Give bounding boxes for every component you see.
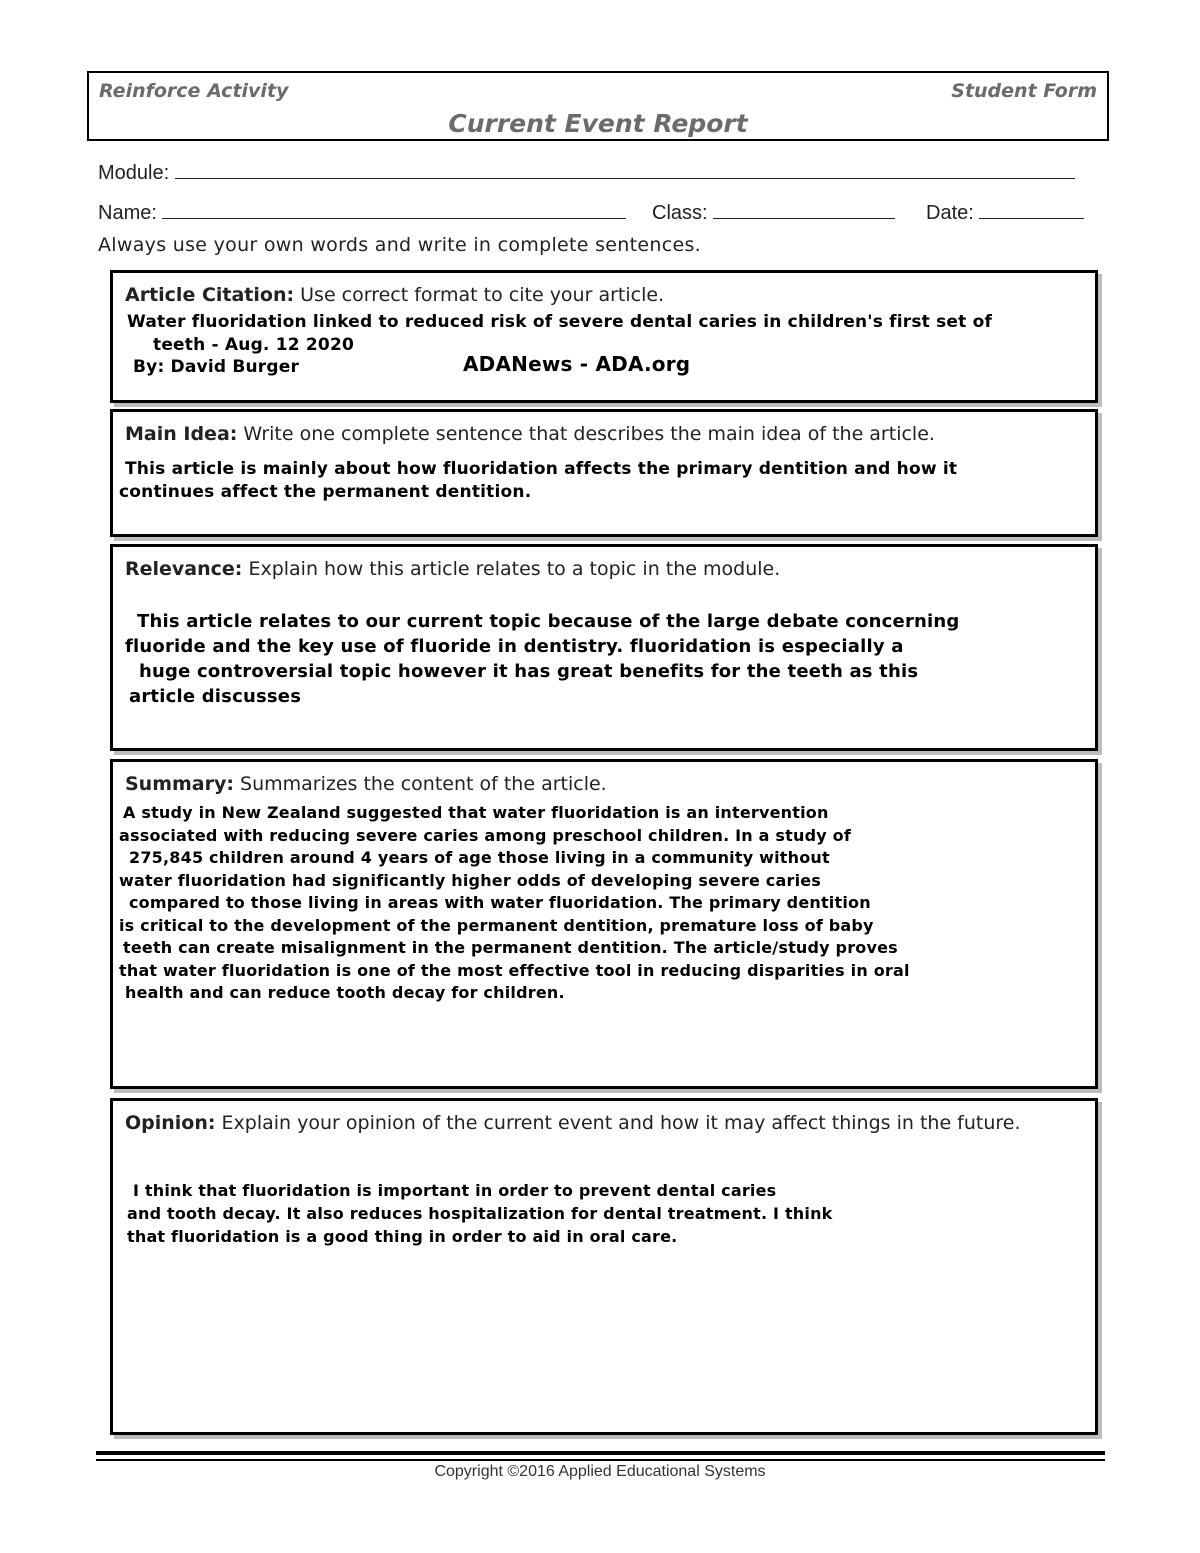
module-field <box>98 158 1075 185</box>
name-blank[interactable] <box>162 198 626 219</box>
summary-label: Summary: <box>125 773 234 795</box>
main-idea-handwriting <box>119 458 957 503</box>
main-idea-line: This article is mainly about how fluoridation affects the primary dentition and how it <box>125 459 958 479</box>
citation-line: By: David Burger <box>133 357 300 377</box>
relevance-handwriting <box>125 609 960 709</box>
activity-type: Reinforce Activity <box>99 80 289 102</box>
citation-line: Water fluoridation linked to reduced risk of severe dental caries in children's first set of <box>127 312 993 332</box>
footer-rule-thin <box>96 1459 1105 1461</box>
relevance-line: fluoride and the key use of fluoride in dentistry. fluoridation is especially a <box>125 636 904 657</box>
class-label: Class: <box>652 202 708 224</box>
footer-rule-thick <box>96 1451 1105 1455</box>
citation-label: Article Citation: <box>125 284 295 306</box>
opinion-line: that fluoridation is a good thing in order to aid in oral care. <box>127 1227 678 1246</box>
opinion-line: and tooth decay. It also reduces hospitalization for dental treatment. I think <box>127 1204 833 1223</box>
summary-line: A study in New Zealand suggested that water fluoridation is an intervention <box>123 803 829 822</box>
citation-source: ADANews - ADA.org <box>463 352 691 376</box>
opinion-label: Opinion: <box>125 1112 216 1134</box>
module-blank[interactable] <box>175 158 1075 179</box>
citation-section <box>110 270 1098 403</box>
name-field <box>98 198 626 225</box>
opinion-prompt: Explain your opinion of the current event and how it may affect things in the future. <box>221 1112 1021 1134</box>
class-blank[interactable] <box>713 198 895 219</box>
opinion-handwriting <box>127 1179 833 1248</box>
summary-line: health and can reduce tooth decay for children. <box>125 983 565 1002</box>
instruction-text: Always use your own words and write in complete sentences. <box>98 234 701 256</box>
citation-prompt: Use correct format to cite your article. <box>300 284 665 306</box>
date-blank[interactable] <box>979 198 1084 219</box>
summary-heading <box>125 771 1083 797</box>
relevance-label: Relevance: <box>125 558 243 580</box>
relevance-line: This article relates to our current topic because of the large debate concerning <box>137 611 960 632</box>
class-field <box>652 198 895 225</box>
summary-line: teeth can create misalignment in the permanent dentition. The article/study proves <box>123 938 898 957</box>
relevance-line: huge controversial topic however it has great benefits for the teeth as this <box>139 661 919 682</box>
citation-line: teeth - Aug. 12 2020 <box>153 334 355 355</box>
citation-heading <box>125 282 1083 308</box>
module-label: Module: <box>98 162 170 184</box>
opinion-section <box>110 1098 1098 1435</box>
main-idea-section <box>110 409 1098 537</box>
summary-line: compared to those living in areas with water fluoridation. The primary dentition <box>129 893 871 912</box>
page-title: Current Event Report <box>448 109 748 138</box>
date-label: Date: <box>926 202 974 224</box>
form-type: Student Form <box>951 80 1097 102</box>
summary-line: water fluoridation had significantly higher odds of developing severe caries <box>119 870 822 890</box>
relevance-prompt: Explain how this article relates to a topic in the module. <box>248 558 781 580</box>
summary-handwriting <box>119 802 910 1005</box>
summary-section <box>110 759 1098 1089</box>
date-field <box>926 198 1084 225</box>
opinion-line: I think that fluoridation is important in order to prevent dental caries <box>133 1181 777 1200</box>
main-idea-heading <box>125 421 1083 447</box>
summary-line: that water fluoridation is one of the most effective tool in reducing disparities in oral <box>119 960 910 980</box>
copyright-text: Copyright ©2016 Applied Educational Systems <box>434 1463 766 1480</box>
header-box <box>87 71 1109 141</box>
opinion-heading <box>125 1110 1083 1136</box>
main-idea-line: continues affect the permanent dentition. <box>119 481 532 502</box>
main-idea-label: Main Idea: <box>125 423 238 445</box>
relevance-section <box>110 544 1098 751</box>
name-label: Name: <box>98 202 157 224</box>
summary-line: associated with reducing severe caries among preschool children. In a study of <box>119 825 851 845</box>
relevance-heading <box>125 556 1083 582</box>
relevance-line: article discusses <box>129 686 302 707</box>
main-idea-prompt: Write one complete sentence that describes the main idea of the article. <box>243 423 935 445</box>
summary-line: 275,845 children around 4 years of age those living in a community without <box>129 848 830 867</box>
summary-line: is critical to the development of the permanent dentition, premature loss of baby <box>119 915 874 935</box>
summary-prompt: Summarizes the content of the article. <box>240 773 607 795</box>
